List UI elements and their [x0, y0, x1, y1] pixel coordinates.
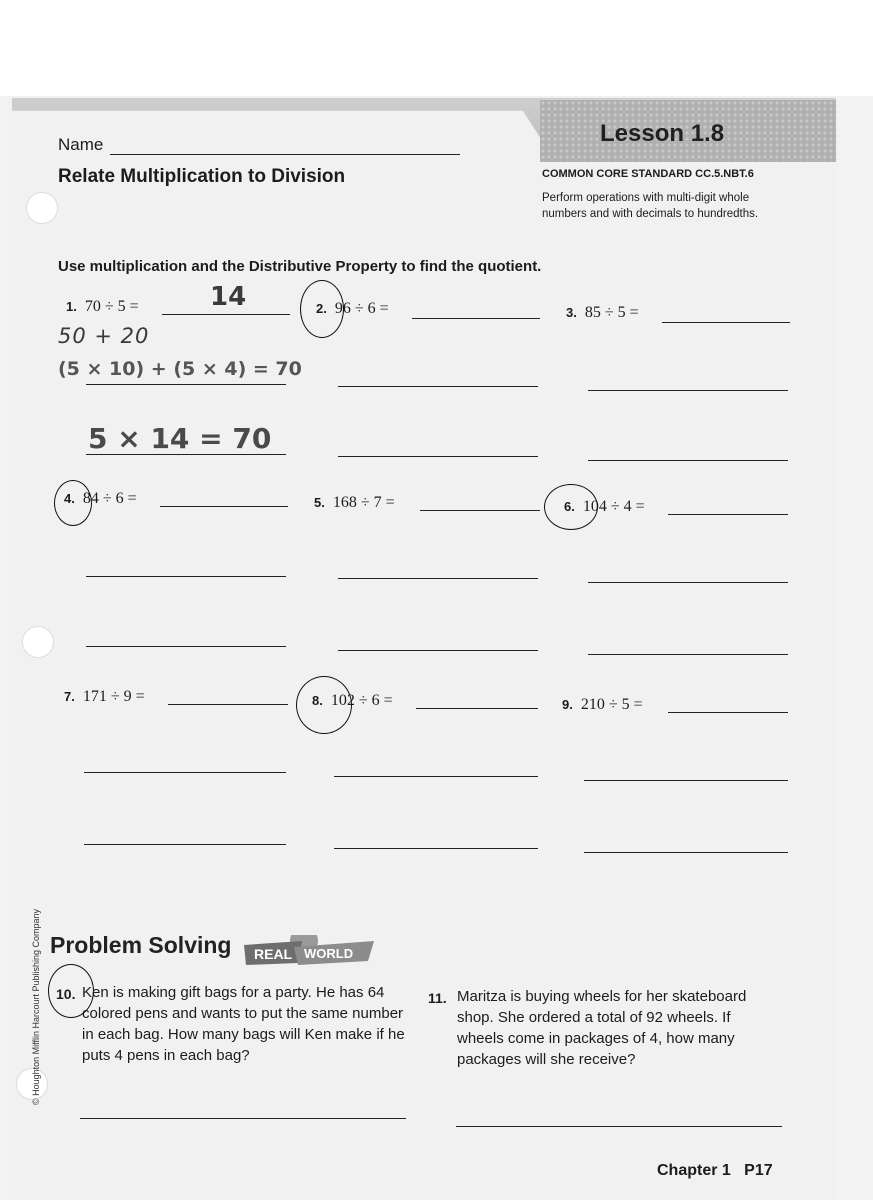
badge-real-text: REAL	[254, 946, 293, 962]
problem-number: 6.	[564, 499, 575, 514]
answer-line-6[interactable]	[668, 514, 788, 515]
standard-heading: COMMON CORE STANDARD CC.5.NBT.6	[542, 168, 754, 180]
problem-9	[562, 696, 643, 714]
problem-expression: 168 ÷ 7 =	[332, 494, 395, 511]
problem-number: 2.	[316, 301, 327, 316]
work-line[interactable]	[588, 582, 788, 583]
binder-hole	[22, 626, 54, 658]
badge-world-text: WORLD	[304, 946, 354, 961]
work-line[interactable]	[86, 454, 286, 455]
answer-line-5[interactable]	[420, 510, 540, 511]
name-label: Name	[58, 135, 104, 154]
problem-expression: 70 ÷ 5 =	[84, 298, 139, 315]
pencil-circle	[54, 480, 92, 526]
standard-text: Perform operations with multi-digit whole numbers and with decimals to hundredths.	[542, 192, 759, 220]
work-line[interactable]	[86, 576, 286, 577]
answer-line-2[interactable]	[412, 318, 540, 319]
problem-expression: 104 ÷ 4 =	[582, 498, 645, 515]
real-world-badge-graphic	[242, 935, 376, 969]
answer-line-4[interactable]	[160, 506, 288, 507]
work-line[interactable]	[588, 390, 788, 391]
problem-number: 9.	[562, 697, 573, 712]
problem-number: 1.	[66, 299, 77, 314]
real-world-badge	[242, 935, 376, 969]
chapter-label: Chapter 1	[657, 1162, 731, 1179]
answer-line-9[interactable]	[668, 712, 788, 713]
problem-expression: 85 ÷ 5 =	[584, 304, 639, 321]
question-11-number: 11.	[428, 990, 447, 1006]
work-line[interactable]	[588, 654, 788, 655]
problem-expression: 102 ÷ 6 =	[330, 692, 393, 709]
problem-expression: 96 ÷ 6 =	[334, 300, 389, 317]
problem-1	[66, 298, 139, 316]
pencil-circle	[544, 484, 598, 530]
copyright-text: © Houghton Mifflin Harcourt Publishing Company	[31, 908, 41, 1105]
problem-number: 8.	[312, 693, 323, 708]
handwritten-answer: 14	[210, 282, 247, 312]
work-line[interactable]	[338, 456, 538, 457]
work-line[interactable]	[84, 772, 286, 773]
work-line[interactable]	[584, 852, 788, 853]
answer-line-7[interactable]	[168, 704, 288, 705]
problem-5	[314, 494, 395, 512]
page-number: P17	[744, 1162, 773, 1179]
problem-number: 7.	[64, 689, 75, 704]
page-footer	[657, 1162, 773, 1180]
work-line[interactable]	[588, 460, 788, 461]
question-10-text: Ken is making gift bags for a party. He has 64 colored pens and wants to put the same number in each bag. How many bags will Ken make if he puts 4 pens in each bag?	[82, 984, 405, 1064]
problem-expression: 171 ÷ 9 =	[82, 688, 145, 705]
lesson-number: Lesson 1.8	[600, 120, 725, 147]
work-line[interactable]	[84, 844, 286, 845]
handwritten-work: 5 × 14 = 70	[88, 422, 272, 455]
problem-solving-heading: Problem Solving	[50, 932, 232, 958]
scan-margin	[0, 0, 873, 96]
pencil-circle	[300, 280, 344, 338]
name-field[interactable]	[110, 154, 460, 155]
problem-number: 3.	[566, 305, 577, 320]
question-10-number: 10.	[56, 986, 76, 1002]
binder-hole	[26, 192, 58, 224]
question-11-text: Maritza is buying wheels for her skateboard shop. She ordered a total of 92 wheels. If wheels come in packages of 4, how many packages will she receive?	[457, 988, 747, 1068]
handwritten-work: 50 + 20	[58, 324, 150, 348]
work-line[interactable]	[338, 650, 538, 651]
answer-line-3[interactable]	[662, 322, 790, 323]
problem-expression: 210 ÷ 5 =	[580, 696, 643, 713]
answer-line-8[interactable]	[416, 708, 538, 709]
page-title: Relate Multiplication to Division	[58, 166, 346, 187]
pencil-circle	[296, 676, 352, 734]
answer-line-1[interactable]	[162, 314, 290, 315]
problem-number: 5.	[314, 495, 325, 510]
instructions: Use multiplication and the Distributive Property to find the quotient.	[58, 258, 542, 275]
problem-expression: 84 ÷ 6 =	[82, 490, 137, 507]
work-line[interactable]	[334, 848, 538, 849]
answer-line-11[interactable]	[456, 1126, 782, 1127]
problem-3	[566, 304, 639, 322]
handwritten-work: (5 × 10) + (5 × 4) = 70	[58, 358, 302, 380]
work-line[interactable]	[86, 384, 286, 385]
problem-number: 4.	[64, 491, 75, 506]
work-line[interactable]	[334, 776, 538, 777]
work-line[interactable]	[338, 386, 538, 387]
work-line[interactable]	[584, 780, 788, 781]
problem-7	[64, 688, 145, 706]
work-line[interactable]	[86, 646, 286, 647]
work-line[interactable]	[338, 578, 538, 579]
answer-line-10[interactable]	[80, 1118, 406, 1119]
